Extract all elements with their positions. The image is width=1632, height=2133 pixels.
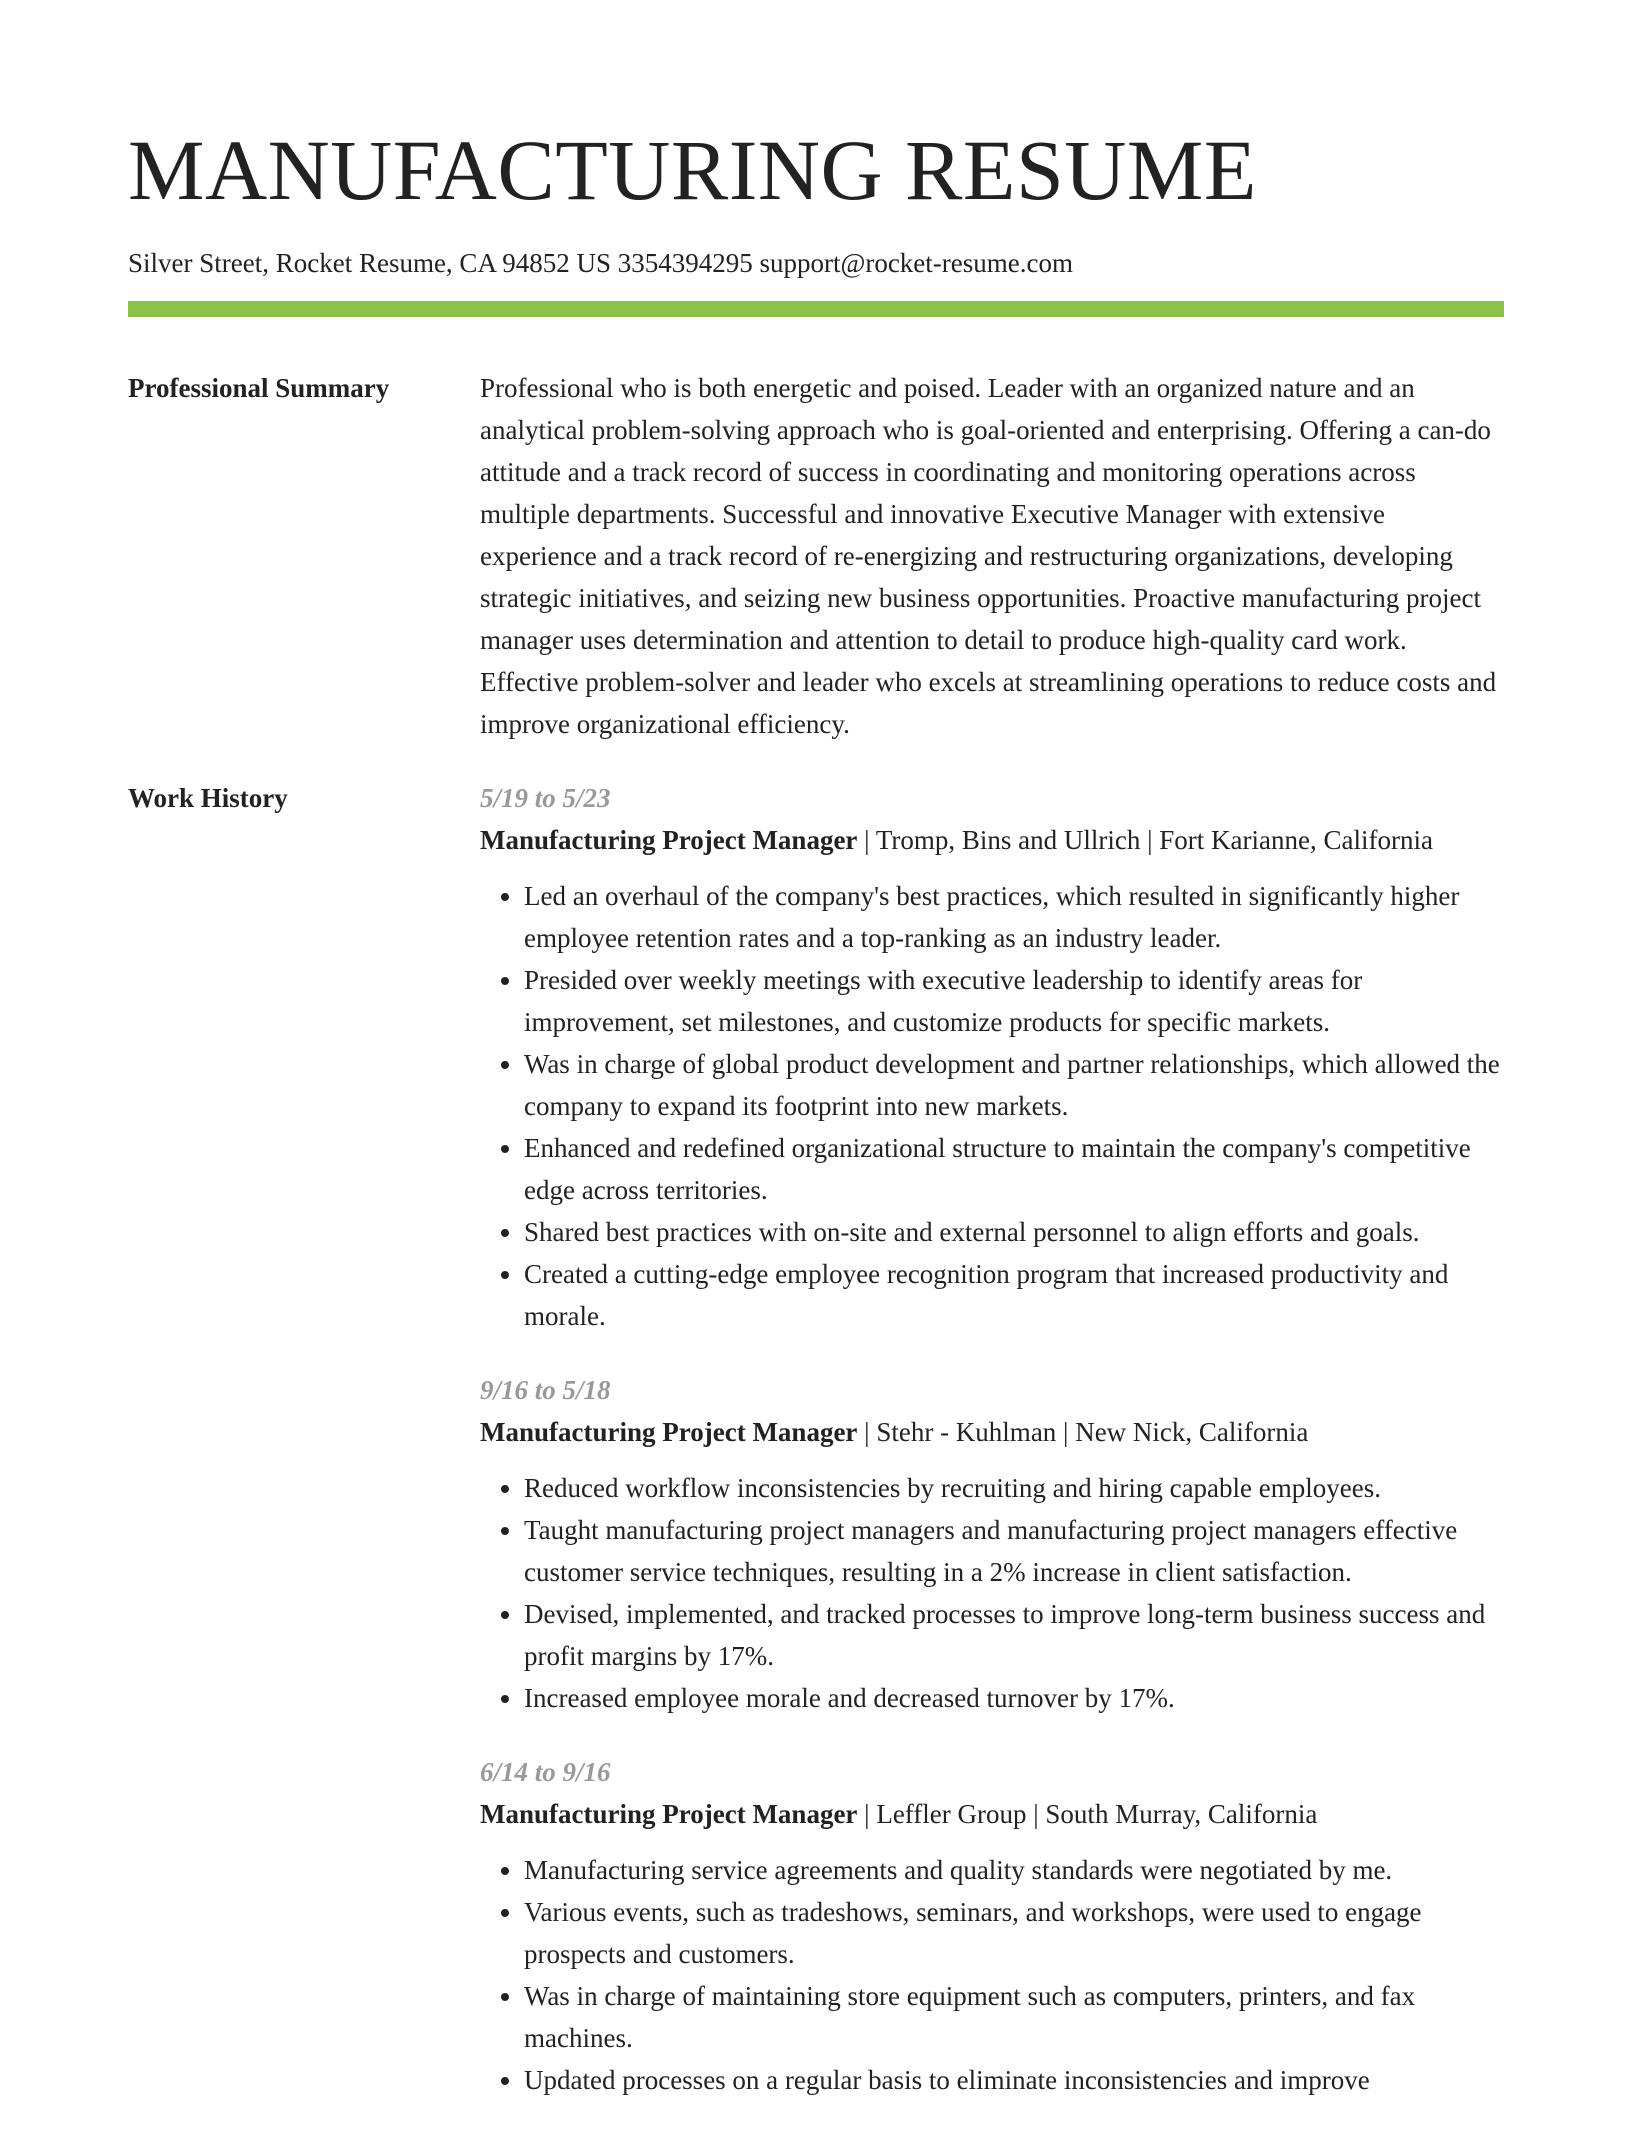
header-divider <box>128 301 1504 317</box>
job-bullet-list <box>480 1849 1504 2101</box>
job-dates: 6/14 to 9/16 <box>480 1757 611 1787</box>
summary-body <box>480 367 1504 745</box>
job-bullet: • Reduced workflow inconsistencies by recruiting and hiring capable employees. <box>524 1467 1504 1509</box>
job-bullet: • Updated processes on a regular basis to eliminate inconsistencies and improve <box>524 2059 1504 2101</box>
job-bullet: • Taught manufacturing project managers and manufacturing project managers effective customer service techniques, resulting in a 2% increase in client satisfaction. <box>524 1509 1504 1593</box>
section-label-summary: Professional Summary <box>128 373 390 403</box>
job-bullet: • Was in charge of maintaining store equipment such as computers, printers, and fax machines. <box>524 1975 1504 2059</box>
section-label-work-history: Work History <box>128 783 288 813</box>
job-title: Manufacturing Project Manager <box>480 825 858 855</box>
job-bullet-list <box>480 1467 1504 1719</box>
contact-line: Silver Street, Rocket Resume, CA 94852 US 3354394295 support@rocket-resume.com <box>128 248 1073 278</box>
job-employer-location: | Leffler Group | South Murray, California <box>857 1799 1318 1829</box>
job-entry <box>480 1369 1504 1719</box>
job-bullet-list <box>480 875 1504 1337</box>
resume-page <box>128 0 1504 2133</box>
job-heading <box>480 819 1504 861</box>
work-history-section <box>128 777 1504 2133</box>
job-bullet: • Various events, such as tradeshows, seminars, and workshops, were used to engage prospects and customers. <box>524 1891 1504 1975</box>
summary-text: Professional who is both energetic and poised. Leader with an organized nature and an analytical problem-solving approach who is goal-oriented and enterprising. Offering a can-do attitude and a track record of success in coordinating and monitoring operations across multiple departments. Successful and innovative Executive Manager with extensive experience and a track record of re-energizing and restructuring organizations, developing strategic initiatives, and seizing new business opportunities. Proactive manufacturing project manager uses determination and attention to detail to produce high-quality card work. Effective problem-solver and leader who excels at streamlining operations to reduce costs and improve organizational efficiency. <box>480 373 1497 739</box>
resume-title: MANUFACTURING RESUME <box>128 122 1257 218</box>
job-employer-location: | Stehr - Kuhlman | New Nick, California <box>857 1417 1309 1447</box>
job-entry <box>480 777 1504 1337</box>
job-bullet: • Increased employee morale and decreased turnover by 17%. <box>524 1677 1504 1719</box>
job-bullet: • Created a cutting-edge employee recognition program that increased productivity and morale. <box>524 1253 1504 1337</box>
professional-summary-section <box>128 367 1504 745</box>
job-bullet: • Was in charge of global product development and partner relationships, which allowed the company to expand its footprint into new markets. <box>524 1043 1504 1127</box>
job-bullet: • Enhanced and redefined organizational structure to maintain the company's competitive edge across territories. <box>524 1127 1504 1211</box>
job-bullet: • Led an overhaul of the company's best practices, which resulted in significantly higher employee retention rates and a top-ranking as an industry leader. <box>524 875 1504 959</box>
work-history-body <box>480 777 1504 2133</box>
job-heading <box>480 1411 1504 1453</box>
job-bullet: • Presided over weekly meetings with executive leadership to identify areas for improvement, set milestones, and customize products for specific markets. <box>524 959 1504 1043</box>
job-dates: 5/19 to 5/23 <box>480 783 611 813</box>
job-bullet: • Devised, implemented, and tracked processes to improve long-term business success and profit margins by 17%. <box>524 1593 1504 1677</box>
job-title: Manufacturing Project Manager <box>480 1417 858 1447</box>
job-employer-location: | Tromp, Bins and Ullrich | Fort Karianne, California <box>857 825 1433 855</box>
job-bullet: • Shared best practices with on-site and external personnel to align efforts and goals. <box>524 1211 1504 1253</box>
job-bullet: • Manufacturing service agreements and quality standards were negotiated by me. <box>524 1849 1504 1891</box>
job-title: Manufacturing Project Manager <box>480 1799 858 1829</box>
job-entry <box>480 1751 1504 2101</box>
job-heading <box>480 1793 1504 1835</box>
job-dates: 9/16 to 5/18 <box>480 1375 611 1405</box>
